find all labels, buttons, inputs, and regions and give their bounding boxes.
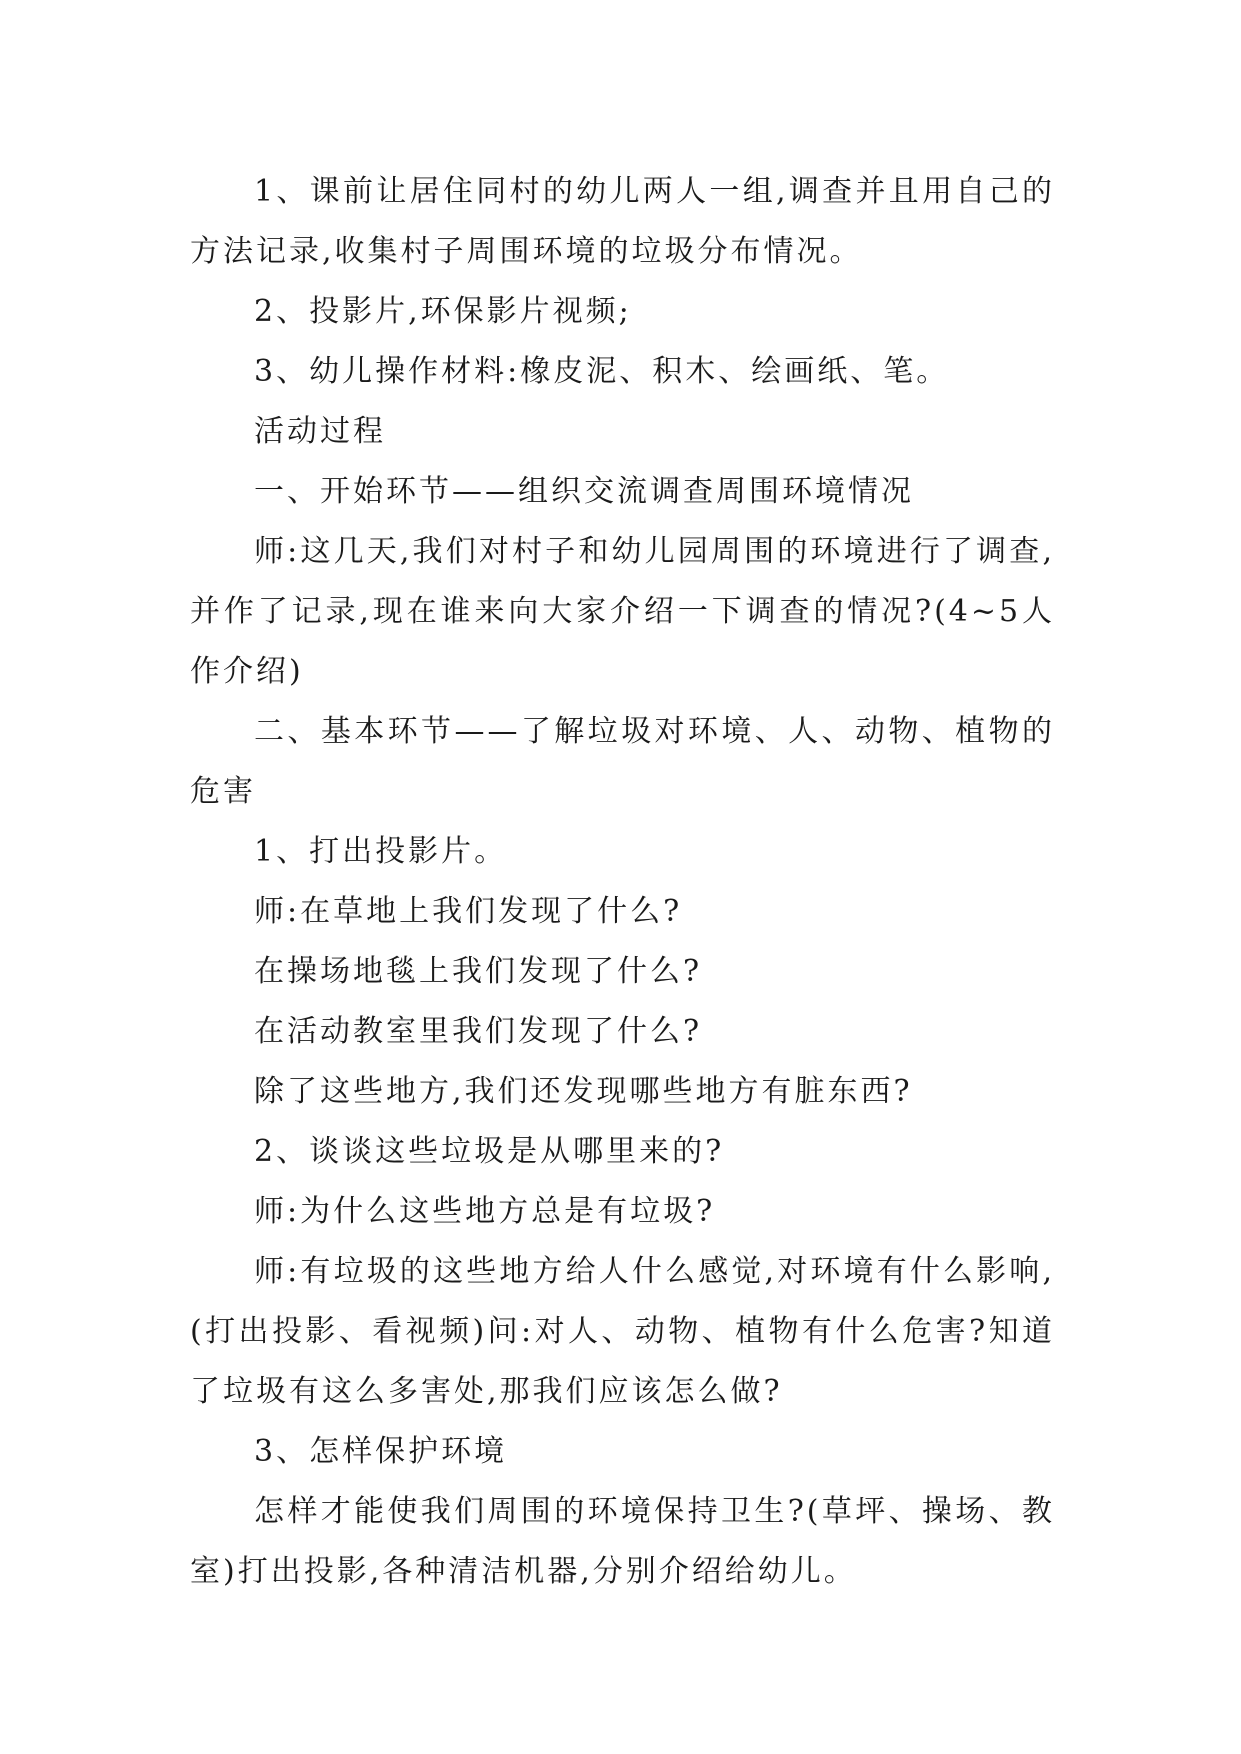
paragraph-question-why-garbage: 师:为什么这些地方总是有垃圾? [254,1194,716,1229]
paragraph-teacher-survey-question: 师:这几天,我们对村子和幼儿园周围的环境进行了调查,并作了记录,现在谁来向大家介绍一下调查的情况?(4~5人作介绍) [190,534,1055,689]
paragraph-question-other-places: 除了这些地方,我们还发现哪些地方有脏东西? [254,1074,913,1109]
paragraph-prep-projector: 2、投影片,环保影片视频; [254,294,632,329]
section-heading-activity-process: 活动过程 [254,414,386,449]
paragraph-prep-materials: 3、幼儿操作材料:橡皮泥、积木、绘画纸、笔。 [254,354,950,389]
paragraph-question-grass: 师:在草地上我们发现了什么? [254,894,683,929]
paragraph-keep-clean: 怎样才能使我们周围的环境保持卫生?(草坪、操场、教室)打出投影,各种清洁机器,分别介绍给幼儿。 [190,1494,1055,1589]
paragraph-question-effects: 师:有垃圾的这些地方给人什么感觉,对环境有什么影响,(打出投影、看视频)问:对人、动物、植物有什么危害?知道了垃圾有这么多害处,那我们应该怎么做? [190,1254,1055,1409]
paragraph-question-playground: 在操场地毯上我们发现了什么? [254,954,703,989]
section-heading-opening: 一、开始环节——组织交流调查周围环境情况 [254,474,914,509]
paragraph-step-projector: 1、打出投影片。 [254,834,508,869]
paragraph-question-classroom: 在活动教室里我们发现了什么? [254,1014,703,1049]
section-heading-basic: 二、基本环节——了解垃圾对环境、人、动物、植物的危害 [190,714,1055,809]
paragraph-step-garbage-source: 2、谈谈这些垃圾是从哪里来的? [254,1134,725,1169]
document-body [190,162,1055,1602]
paragraph-step-protect-environment: 3、怎样保护环境 [254,1434,508,1469]
paragraph-prep-survey: 1、课前让居住同村的幼儿两人一组,调查并且用自己的方法记录,收集村子周围环境的垃圾分布情况。 [190,174,1055,269]
